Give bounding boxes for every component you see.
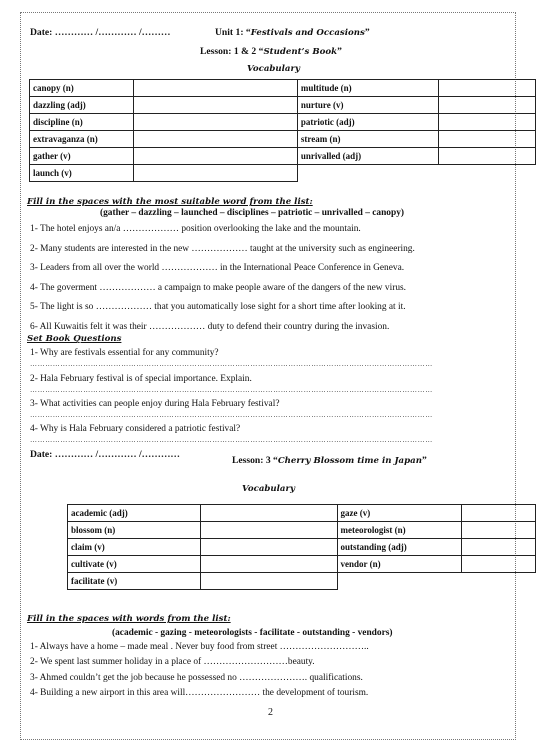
vocab-word-cell: facilitate (v) [68, 573, 201, 590]
vocab-word-cell: canopy (n) [30, 80, 134, 97]
word-list-1: (gather – dazzling – launched – disciplines – patriotic – unrivalled – canopy) [100, 208, 405, 218]
vocab-row [30, 148, 536, 165]
vocab-answer-cell[interactable] [461, 539, 535, 556]
vocab-row [30, 131, 536, 148]
vocab-word-cell: extravaganza (n) [30, 131, 134, 148]
vocab-word-cell: outstanding (adj) [337, 539, 461, 556]
vocab-word-cell: nurture (v) [297, 97, 438, 114]
vocab-word-cell: patriotic (adj) [297, 114, 438, 131]
vocab-answer-cell[interactable] [200, 505, 337, 522]
vocab-answer-cell[interactable] [200, 539, 337, 556]
vocab-row [30, 97, 536, 114]
vocab-answer-cell[interactable] [461, 522, 535, 539]
fill-sentence: 1- The hotel enjoys an/a ……………… position overlooking the lake and the mountain. [30, 224, 361, 234]
vocab-answer-cell[interactable] [461, 505, 535, 522]
vocab-row [68, 556, 536, 573]
fill-sentence: 2- We spent last summer holiday in a place of ………………………beauty. [30, 657, 315, 668]
vocab-word-cell: dazzling (adj) [30, 97, 134, 114]
vocab-word-cell: academic (adj) [68, 505, 201, 522]
vocab-answer-cell[interactable] [133, 165, 297, 182]
setbook-question: 4- Why is Hala February considered a patriotic festival? [30, 424, 241, 434]
vocabulary-heading-1: Vocabulary [247, 64, 301, 74]
vocab-word-cell: gaze (v) [337, 505, 461, 522]
fill-heading-2: Fill in the spaces with words from the list: [27, 614, 231, 624]
vocab-word-cell: unrivalled (adj) [297, 148, 438, 165]
vocab-answer-cell[interactable] [133, 131, 297, 148]
word-list-2: (academic - gazing - meteorologists - facilitate - outstanding - vendors) [112, 628, 393, 638]
setbook-heading: Set Book Questions [27, 334, 122, 344]
setbook-question: 1- Why are festivals essential for any community? [30, 348, 219, 358]
vocab-answer-cell[interactable] [438, 80, 535, 97]
vocab-answer-cell[interactable] [133, 148, 297, 165]
vocab-answer-cell[interactable] [200, 573, 337, 590]
vocab-answer-cell[interactable] [461, 556, 535, 573]
date-line-1: Date: ………… /………… /……… [30, 27, 171, 38]
setbook-question: 2- Hala February festival is of special importance. Explain. [30, 374, 252, 384]
vocabulary-table-1 [29, 79, 536, 182]
fill-sentence: 3- Ahmed couldn’t get the job because he possessed no …………………. qualifications. [30, 672, 363, 683]
lesson-title-1: Lesson: 1 & 2 “Student’s Book” [200, 46, 342, 57]
vocab-answer-cell[interactable] [200, 522, 337, 539]
fill-sentence: 3- Leaders from all over the world ……………… in the International Peace Conference in Geneva. [30, 263, 405, 273]
vocab-answer-cell[interactable] [133, 97, 297, 114]
vocab-answer-cell[interactable] [438, 114, 535, 131]
fill-sentence: 1- Always have a home – made meal . Never buy food from street ……………………….. [30, 642, 369, 652]
lesson-title-2: Lesson: 3 “Cherry Blossom time in Japan” [232, 455, 427, 466]
fill-heading-1: Fill in the spaces with the most suitable word from the list: [27, 197, 313, 207]
vocab-word-cell: claim (v) [68, 539, 201, 556]
fill-sentence: 6- All Kuwaitis felt it was their ……………… duty to defend their country during the invasion. [30, 321, 390, 332]
vocab-word-cell: gather (v) [30, 148, 134, 165]
vocab-word-cell: meteorologist (n) [337, 522, 461, 539]
fill-sentence: 2- Many students are interested in the new ……………… taught at the university such as engineering. [30, 243, 415, 254]
answer-line[interactable]: …………………………………………………………………………………………………………………………………………… [30, 360, 433, 368]
vocab-row [68, 522, 536, 539]
vocab-answer-cell[interactable] [438, 131, 535, 148]
date-line-2: Date: ………… /………… /………… [30, 449, 181, 460]
answer-line[interactable]: …………………………………………………………………………………………………………………………………………… [30, 386, 433, 394]
vocab-row [30, 114, 536, 131]
vocab-word-cell: cultivate (v) [68, 556, 201, 573]
vocab-row [68, 505, 536, 522]
vocab-row [68, 539, 536, 556]
vocab-word-cell: discipline (n) [30, 114, 134, 131]
vocabulary-heading-2: Vocabulary [242, 484, 296, 494]
vocabulary-table-2 [67, 504, 536, 590]
vocab-row [68, 573, 536, 590]
vocab-word-cell: vendor (n) [337, 556, 461, 573]
answer-line[interactable]: …………………………………………………………………………………………………………………………………………… [30, 436, 433, 444]
vocab-answer-cell[interactable] [133, 80, 297, 97]
vocab-answer-cell[interactable] [438, 148, 535, 165]
vocab-word-cell: blossom (n) [68, 522, 201, 539]
unit-title: Unit 1: “Festivals and Occasions” [215, 27, 370, 38]
vocab-row [30, 80, 536, 97]
vocab-answer-cell[interactable] [438, 97, 535, 114]
vocab-word-cell: stream (n) [297, 131, 438, 148]
fill-sentence: 4- Building a new airport in this area will…………………… the development of tourism. [30, 687, 369, 698]
fill-sentence: 4- The goverment ……………… a campaign to make people aware of the dangers of the new virus. [30, 282, 407, 293]
answer-line[interactable]: …………………………………………………………………………………………………………………………………………… [30, 411, 433, 419]
setbook-question: 3- What activities can people enjoy during Hala February festival? [30, 399, 280, 409]
vocab-answer-cell[interactable] [133, 114, 297, 131]
vocab-row [30, 165, 536, 182]
page-number: 2 [268, 707, 273, 718]
fill-sentence: 5- The light is so ……………… that you automatically lose sight for a short time after looking at it. [30, 302, 406, 312]
vocab-answer-cell[interactable] [200, 556, 337, 573]
vocab-word-cell: launch (v) [30, 165, 134, 182]
vocab-word-cell: multitude (n) [297, 80, 438, 97]
